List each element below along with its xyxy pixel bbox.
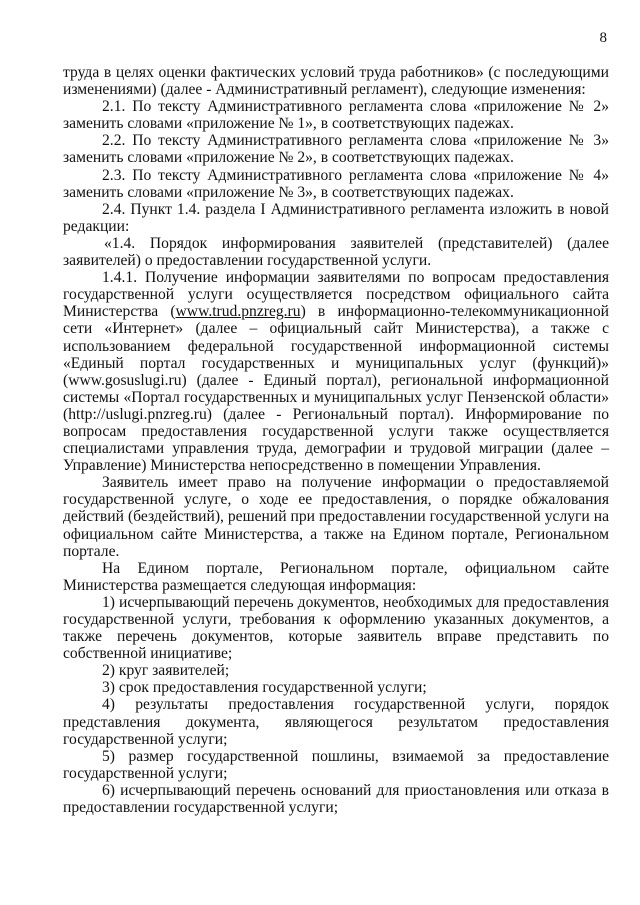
paragraph-intro-continuation: труда в целях оценки фактических условий труда работников» (с последующими изменениями) (далее - Административный регламент), следующие изменения: bbox=[63, 64, 609, 99]
paragraph-2-1: 2.1. По тексту Административного регламента слова «приложение № 2» заменить словами «приложение № 1», в соответствующих падежах. bbox=[63, 98, 609, 133]
paragraph-1-4-1-text-end: ) в информационно-телекоммуникационной сети «Интернет» (далее – официальный сайт Министерства), а также с использованием федеральной государственной информационной системы «Единый портал государственных и муниципальных услуг (функций)» (www.gosuslugi.ru) (далее - Единый портал), региональной информационной системы «Портал государственных и муниципальных услуг Пензенской области» (http://uslugi.pnzreg.ru) (далее - Региональный портал). Информирование по вопросам предоставления государственной услуги также осуществляется специалистами управления труда, демографии и трудовой миграции (далее – Управление) Министерства непосредственно в помещении Управления. bbox=[63, 303, 609, 475]
page-number: 8 bbox=[599, 30, 607, 46]
ministry-site-link[interactable]: www.trud.pnzreg.ru bbox=[175, 303, 301, 321]
list-item-2: 2) круг заявителей; bbox=[102, 662, 230, 680]
paragraph-2-4: 2.4. Пункт 1.4. раздела I Административного регламента изложить в новой редакции: bbox=[63, 200, 609, 235]
paragraph-applicant-rights: Заявитель имеет право на получение информации о предоставляемой государственной услуге, о ходе ее предоставления, о порядке обжалования действий (бездействий), решений при предоставлении государственной услуги на официальном сайте Министерства, а также на Едином портале, Региональном портале. bbox=[63, 474, 609, 560]
paragraph-1-4-1 bbox=[63, 269, 609, 474]
paragraph-2-3: 2.3. По тексту Административного регламента слова «приложение № 4» заменить словами «приложение № 3», в соответствующих падежах. bbox=[63, 166, 609, 201]
paragraph-portal-info: На Едином портале, Региональном портале, официальном сайте Министерства размещается следующая информация: bbox=[63, 559, 609, 594]
list-item-4: 4) результаты предоставления государственной услуги, порядок представления документа, являющегося результатом предоставления государственной услуги; bbox=[63, 696, 609, 748]
list-item-1: 1) исчерпывающий перечень документов, необходимых для предоставления государственной услуги, требования к оформлению указанных документов, а также перечень документов, которые заявитель вправе представить по собственной инициативе; bbox=[63, 593, 609, 663]
document-body bbox=[63, 64, 609, 816]
paragraph-2-2: 2.2. По тексту Административного регламента слова «приложение № 3» заменить словами «приложение № 2», в соответствующих падежах. bbox=[63, 132, 609, 167]
list-item-5: 5) размер государственной пошлины, взимаемой за предоставление государственной услуги; bbox=[63, 747, 609, 782]
list-item-6: 6) исчерпывающий перечень оснований для приостановления или отказа в предоставлении государственной услуги; bbox=[63, 781, 609, 817]
paragraph-1-4-heading: «1.4. Порядок информирования заявителей (представителей) (далее заявителей) о предоставлении государственной услуги. bbox=[63, 234, 609, 270]
paragraph-1-4-1-text-start: 1.4.1. Получение информации заявителями по вопросам предоставления государственной услуги осуществляется посредством официального сайта Министерства ( bbox=[63, 269, 609, 321]
list-item-3: 3) срок предоставления государственной услуги; bbox=[102, 679, 427, 697]
